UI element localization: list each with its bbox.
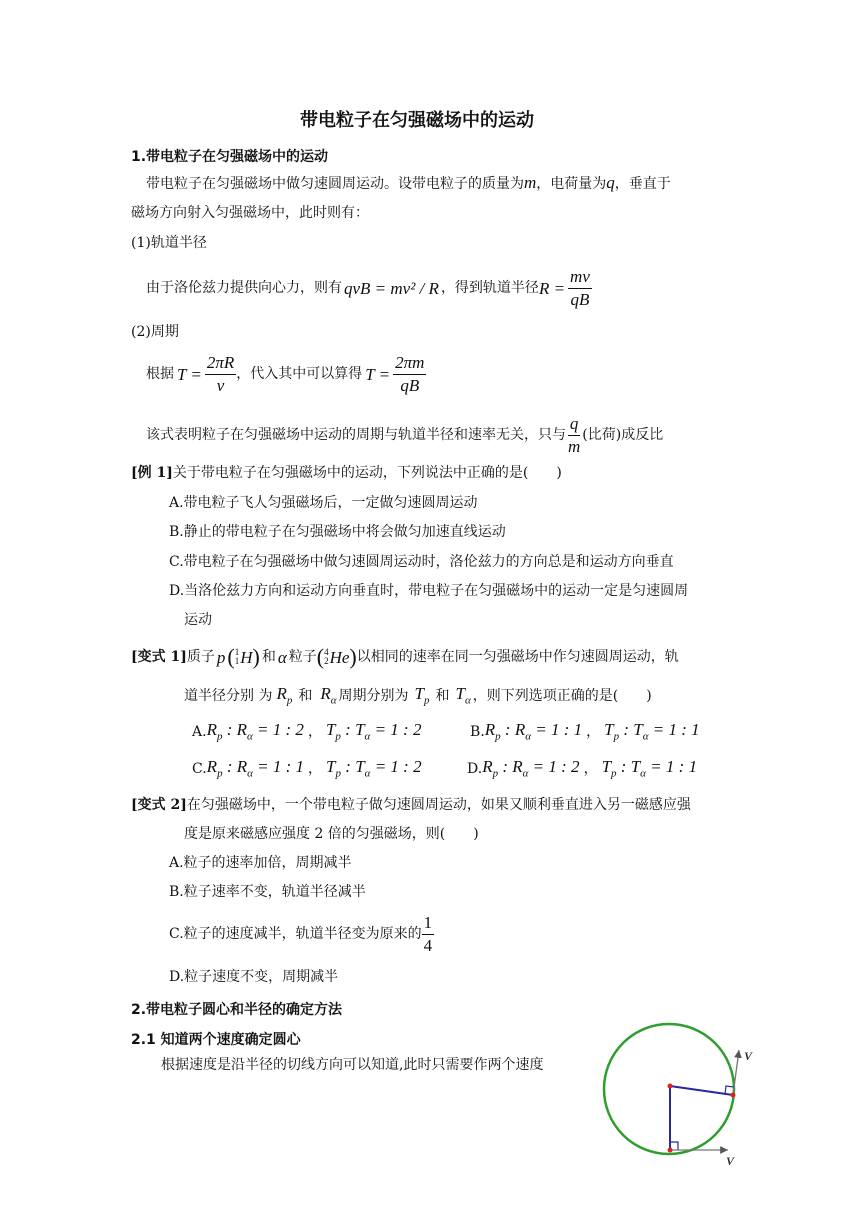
period-fraction-1: $\frac{2\pi R}{v}$ xyxy=(206,352,235,395)
period-fraction-2: $\frac{2\pi m}{qB}$ xyxy=(395,352,425,395)
section2-text: 根据速度是沿半径的切线方向可以知道,此时只需要作两个速度 xyxy=(161,1057,544,1073)
variant2-option-b: B.粒子速率不变，轨道半径减半 xyxy=(169,884,366,900)
section1-intro-line2: 磁场方向射入匀强磁场中，此时则有： xyxy=(131,205,369,221)
charge-mass-fraction: $\frac{q}{m}$ xyxy=(568,413,581,456)
section1-intro-line1: 带电粒子在匀强磁场中做匀速圆周运动。设带电粒子的质量为m，电荷量为q，垂直于 xyxy=(146,173,671,192)
variant1-option-b: B. $R_p$ : $R_\alpha = 1$ : 1 ， $T_p$ : $T_\alpha = 1$ : 1 xyxy=(470,720,700,743)
velocity-arrow-1 xyxy=(733,1050,739,1095)
example1-option-c: C.带电粒子在匀强磁场中做匀速圆周运动时，洛伦兹力的方向总是和运动方向垂直 xyxy=(169,554,674,570)
variant2-option-a: A.粒子的速率加倍，周期减半 xyxy=(169,855,352,871)
period-note-line: 该式表明粒子在匀强磁场中运动的周期与轨道半径和速率无关，只与 $\frac{q}{m}$ (比荷)成反比 xyxy=(146,413,664,456)
section2-subheading: 2.1 知道两个速度确定圆心 xyxy=(131,1032,301,1048)
variant2-line2: 度是原来磁感应强度 2 倍的匀强磁场，则( ) xyxy=(184,826,479,842)
variant2-line1: [变式 2]在匀强磁场中，一个带电粒子做匀速圆周运动，如果又顺利垂直进入另一磁感应强 xyxy=(131,797,691,813)
example1-option-d: D.当洛伦兹力方向和运动方向垂直时，带电粒子在匀强磁场中的运动一定是匀速圆周 xyxy=(169,583,689,599)
variant1-line1: [变式 1] 质子 p ( 1 1 H ) 和 α 粒子 ( 4 2 He ) 以相同的速率在同一匀强磁场中作匀速圆周运动，轨 xyxy=(131,644,679,669)
variant1-option-a: A. $R_p$ : $R_\alpha = 1$ : 2 ， $T_p$ : $T_\alpha = 1$ : 2 xyxy=(192,720,422,743)
tangent-point-1 xyxy=(731,1093,736,1098)
section1-heading: 1.带电粒子在匀强磁场中的运动 xyxy=(131,149,329,165)
subheading-radius: (1)轨道半径 xyxy=(131,235,207,251)
radius-equation: qvB = mv² / R xyxy=(344,278,439,298)
section2-heading: 2.带电粒子圆心和半径的确定方法 xyxy=(131,1002,343,1018)
variant2-option-c: C.粒子的速度减半，轨道半径变为原来的 $\frac{1}{4}$ xyxy=(169,912,433,955)
radius-formula-line: 由于洛伦兹力提供向心力，则有 qvB = mv² / R ，得到轨道半径 R = $\frac{mv}{qB}$ xyxy=(146,266,590,309)
example1-option-d-cont: 运动 xyxy=(184,612,212,628)
circle-center-figure xyxy=(596,1014,766,1168)
period-formula-line: 根据 T = $\frac{2\pi R}{v}$ ，代入其中可以算得 T = $\frac{2\pi m}{qB}$ xyxy=(146,352,425,395)
variant1-option-c: C. $R_p$ : $R_\alpha = 1$ : 1 ， $T_p$ : $T_\alpha = 1$ : 2 xyxy=(192,757,422,780)
radius-fraction: $\frac{mv}{qB}$ xyxy=(570,266,590,309)
subheading-period: (2)周期 xyxy=(131,324,179,340)
variant1-option-d: D. $R_p$ : $R_\alpha = 1$ : 2 ， $T_p$ : $T_\alpha = 1$ : 1 xyxy=(467,757,698,780)
center-point xyxy=(668,1084,673,1089)
variant1-line2: 道半径分别 为 $R_p$ 和 $R_\alpha$ 周期分别为 $T_p$ 和 $T_\alpha$ ，则下列选项正确的是( ) xyxy=(184,684,652,707)
page-title: 带电粒子在匀强磁场中的运动 xyxy=(300,110,534,131)
variant2-option-d: D.粒子速度不变，周期减半 xyxy=(169,969,339,985)
radius-line-1 xyxy=(670,1086,733,1095)
quarter-fraction: $\frac{1}{4}$ xyxy=(423,912,433,955)
velocity-label-2: V xyxy=(726,1154,735,1168)
example1-option-a: A.带电粒子飞人匀强磁场后，一定做匀速圆周运动 xyxy=(169,495,478,511)
tangent-point-2 xyxy=(668,1148,673,1153)
velocity-label-1: V xyxy=(744,1049,753,1063)
example1-question: [例 1]关于带电粒子在匀强磁场中的运动，下列说法中正确的是( ) xyxy=(131,465,562,481)
example1-option-b: B.静止的带电粒子在匀强磁场中将会做匀加速直线运动 xyxy=(169,524,506,540)
